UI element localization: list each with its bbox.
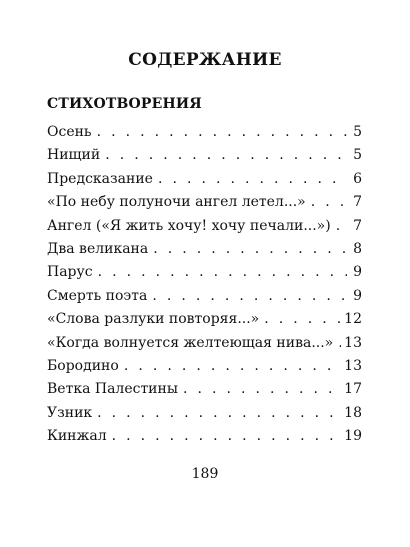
toc-leader-dots xyxy=(158,171,347,187)
toc-entry-title: Смерть поэта xyxy=(47,287,148,304)
toc-entry-title: Предсказание xyxy=(47,170,153,187)
toc-entry-page: 9 xyxy=(353,264,362,281)
toc-entry xyxy=(47,311,362,334)
toc-entry xyxy=(47,194,362,217)
toc-leader-dots xyxy=(336,218,347,234)
toc-entry-page: 7 xyxy=(353,194,362,211)
toc-entry-page: 13 xyxy=(344,357,362,374)
toc-entry-title: «По небу полуночи ангел летел...» xyxy=(47,194,306,211)
toc-entry-title: «Слова разлуки повторяя...» xyxy=(47,311,260,328)
toc-leader-dots xyxy=(112,428,342,444)
toc-entry xyxy=(47,147,362,170)
page-number: 189 xyxy=(191,466,219,482)
toc-leader-dots xyxy=(98,264,347,280)
toc-leader-dots xyxy=(338,335,341,351)
toc-entry-title: Парус xyxy=(47,264,93,281)
toc-entry xyxy=(47,358,362,381)
toc-entry xyxy=(47,124,362,147)
toc-entry-title: «Когда волнуется желтеющая нива...» xyxy=(47,334,334,351)
toc-leader-dots xyxy=(97,405,341,421)
toc-entry xyxy=(47,264,362,287)
toc-entry xyxy=(47,381,362,404)
toc-entry-title: Осень xyxy=(47,124,92,140)
toc-entry xyxy=(47,405,362,428)
toc-entry-title: Ветка Палестины xyxy=(47,381,178,398)
toc-leader-dots xyxy=(311,194,347,210)
toc-leader-dots xyxy=(105,147,347,163)
toc-leader-dots xyxy=(264,311,341,327)
toc-entry-title: Узник xyxy=(47,404,93,421)
toc-entry-title: Два великана xyxy=(47,240,149,257)
toc-entry-page: 6 xyxy=(353,170,362,187)
toc-leader-dots xyxy=(152,288,347,304)
toc-entry-page: 13 xyxy=(344,334,362,351)
toc-entry-title: Ангел («Я жить хочу! хочу печали...») xyxy=(47,217,331,234)
toc-leader-dots xyxy=(124,358,341,374)
toc-entry xyxy=(47,241,362,264)
toc-entry xyxy=(47,288,362,311)
toc-leader-dots xyxy=(97,124,347,140)
toc-leader-dots xyxy=(183,381,341,397)
toc-entry-title: Бородино xyxy=(47,357,119,374)
toc-entry xyxy=(47,218,362,241)
table-of-contents xyxy=(47,124,362,451)
toc-entry xyxy=(47,335,362,358)
toc-entry-title: Нищий xyxy=(47,147,101,164)
toc-entry-page: 7 xyxy=(353,217,362,234)
toc-entry-page: 5 xyxy=(353,147,362,164)
toc-entry-page: 18 xyxy=(344,404,362,421)
page-title: СОДЕРЖАНИЕ xyxy=(128,50,282,70)
toc-entry-page: 5 xyxy=(353,124,362,140)
toc-entry-title: Кинжал xyxy=(47,428,107,445)
toc-entry-page: 19 xyxy=(344,428,362,445)
toc-entry-page: 17 xyxy=(344,381,362,398)
toc-entry-page: 9 xyxy=(353,287,362,304)
toc-leader-dots xyxy=(153,241,347,257)
toc-entry-page: 8 xyxy=(353,240,362,257)
toc-entry xyxy=(47,428,362,451)
toc-entry xyxy=(47,171,362,194)
toc-entry-page: 12 xyxy=(344,311,362,328)
section-title: СТИХОТВОРЕНИЯ xyxy=(47,96,202,112)
